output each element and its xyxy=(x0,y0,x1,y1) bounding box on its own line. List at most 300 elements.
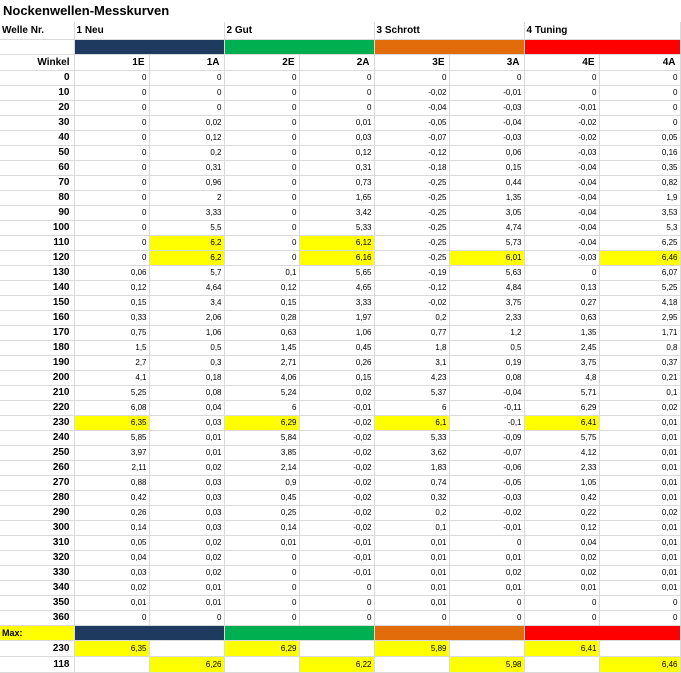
value-cell[interactable]: 1,05 xyxy=(524,476,599,491)
value-cell[interactable]: 0 xyxy=(524,596,599,611)
value-cell[interactable]: 0,73 xyxy=(299,176,374,191)
angle-cell[interactable]: 160 xyxy=(0,311,74,326)
value-cell[interactable]: 0 xyxy=(74,206,149,221)
angle-cell[interactable]: 150 xyxy=(0,296,74,311)
value-cell[interactable]: 3,33 xyxy=(299,296,374,311)
group-color-bar[interactable] xyxy=(524,626,680,641)
value-cell[interactable]: 0 xyxy=(74,611,149,626)
value-cell[interactable]: 0,01 xyxy=(149,596,224,611)
value-cell[interactable]: 1,5 xyxy=(74,341,149,356)
max-value-cell[interactable] xyxy=(224,657,299,673)
angle-cell[interactable]: 230 xyxy=(0,416,74,431)
angle-cell[interactable]: 100 xyxy=(0,221,74,236)
value-cell[interactable]: 0,15 xyxy=(449,161,524,176)
winkel-label[interactable]: Winkel xyxy=(0,55,74,71)
value-cell[interactable]: 0 xyxy=(149,71,224,86)
value-cell[interactable]: -0,25 xyxy=(374,251,449,266)
value-cell[interactable]: 0,04 xyxy=(149,401,224,416)
value-cell[interactable]: -0,03 xyxy=(524,251,599,266)
angle-cell[interactable]: 40 xyxy=(0,131,74,146)
value-cell[interactable]: 1,97 xyxy=(299,311,374,326)
value-cell[interactable]: 0,8 xyxy=(599,341,680,356)
value-cell[interactable]: 0 xyxy=(224,566,299,581)
value-cell[interactable]: -0,25 xyxy=(374,191,449,206)
value-cell[interactable]: 0,03 xyxy=(149,491,224,506)
max-value-cell[interactable]: 6,26 xyxy=(149,657,224,673)
value-cell[interactable]: 4,06 xyxy=(224,371,299,386)
value-cell[interactable]: 3,05 xyxy=(449,206,524,221)
max-value-cell[interactable] xyxy=(74,657,149,673)
value-cell[interactable]: 3,33 xyxy=(149,206,224,221)
value-cell[interactable]: 4,84 xyxy=(449,281,524,296)
value-cell[interactable]: 6,29 xyxy=(224,416,299,431)
value-cell[interactable]: 0,2 xyxy=(149,146,224,161)
value-cell[interactable]: -0,02 xyxy=(299,431,374,446)
value-cell[interactable]: -0,02 xyxy=(374,86,449,101)
value-cell[interactable]: 0,1 xyxy=(224,266,299,281)
value-cell[interactable]: 0 xyxy=(224,86,299,101)
value-cell[interactable]: 1,45 xyxy=(224,341,299,356)
angle-cell[interactable]: 300 xyxy=(0,521,74,536)
angle-cell[interactable]: 330 xyxy=(0,566,74,581)
value-cell[interactable]: -0,01 xyxy=(524,101,599,116)
value-cell[interactable]: 3,1 xyxy=(374,356,449,371)
value-cell[interactable]: 0,82 xyxy=(599,176,680,191)
value-cell[interactable]: 0,02 xyxy=(449,566,524,581)
value-cell[interactable]: -0,25 xyxy=(374,176,449,191)
value-cell[interactable]: 0,01 xyxy=(599,416,680,431)
value-cell[interactable]: -0,1 xyxy=(449,416,524,431)
value-cell[interactable]: -0,02 xyxy=(299,416,374,431)
value-cell[interactable]: 0,01 xyxy=(599,431,680,446)
value-cell[interactable]: 0 xyxy=(599,596,680,611)
value-cell[interactable]: 0,26 xyxy=(74,506,149,521)
value-cell[interactable]: 0,22 xyxy=(524,506,599,521)
value-cell[interactable]: 0 xyxy=(149,611,224,626)
value-cell[interactable]: -0,25 xyxy=(374,236,449,251)
value-cell[interactable]: 2,45 xyxy=(524,341,599,356)
value-cell[interactable]: 0,13 xyxy=(524,281,599,296)
value-cell[interactable]: 0,12 xyxy=(224,281,299,296)
value-cell[interactable]: -0,12 xyxy=(374,146,449,161)
value-cell[interactable]: -0,03 xyxy=(449,491,524,506)
value-cell[interactable]: 6,01 xyxy=(449,251,524,266)
value-cell[interactable]: 0 xyxy=(74,131,149,146)
value-cell[interactable]: 0,12 xyxy=(524,521,599,536)
value-cell[interactable]: 6,2 xyxy=(149,236,224,251)
value-cell[interactable]: 6,08 xyxy=(74,401,149,416)
value-cell[interactable]: 0 xyxy=(74,116,149,131)
value-cell[interactable]: 0 xyxy=(599,101,680,116)
angle-cell[interactable]: 0 xyxy=(0,71,74,86)
max-value-cell[interactable] xyxy=(524,657,599,673)
value-cell[interactable]: 4,64 xyxy=(149,281,224,296)
value-cell[interactable]: 0,3 xyxy=(149,356,224,371)
angle-cell[interactable]: 350 xyxy=(0,596,74,611)
value-cell[interactable]: 0 xyxy=(299,101,374,116)
value-cell[interactable]: 0 xyxy=(224,581,299,596)
value-cell[interactable]: 0,63 xyxy=(524,311,599,326)
value-cell[interactable]: 0 xyxy=(224,551,299,566)
value-cell[interactable]: 1,9 xyxy=(599,191,680,206)
empty-cell[interactable] xyxy=(0,40,74,55)
value-cell[interactable]: 0 xyxy=(524,71,599,86)
value-cell[interactable]: 0 xyxy=(149,101,224,116)
group-name[interactable]: 3 Schrott xyxy=(374,22,524,40)
value-cell[interactable]: 6,2 xyxy=(149,251,224,266)
value-cell[interactable]: 6,29 xyxy=(524,401,599,416)
value-cell[interactable]: 0 xyxy=(74,101,149,116)
angle-cell[interactable]: 240 xyxy=(0,431,74,446)
value-cell[interactable]: 0,02 xyxy=(149,566,224,581)
value-cell[interactable]: 4,65 xyxy=(299,281,374,296)
angle-cell[interactable]: 250 xyxy=(0,446,74,461)
angle-cell[interactable]: 70 xyxy=(0,176,74,191)
value-cell[interactable]: 6 xyxy=(374,401,449,416)
max-value-cell[interactable]: 5,98 xyxy=(449,657,524,673)
value-cell[interactable]: 1,71 xyxy=(599,326,680,341)
value-cell[interactable]: 3,75 xyxy=(449,296,524,311)
value-cell[interactable]: 2,95 xyxy=(599,311,680,326)
value-cell[interactable]: 0,03 xyxy=(299,131,374,146)
value-cell[interactable]: 0 xyxy=(599,611,680,626)
value-cell[interactable]: 0,01 xyxy=(599,551,680,566)
angle-cell[interactable]: 270 xyxy=(0,476,74,491)
value-cell[interactable]: 5,84 xyxy=(224,431,299,446)
value-cell[interactable]: 0,01 xyxy=(599,566,680,581)
value-cell[interactable]: 2,33 xyxy=(524,461,599,476)
value-cell[interactable]: -0,02 xyxy=(299,491,374,506)
max-angle-cell[interactable]: 118 xyxy=(0,657,74,673)
value-cell[interactable]: 5,75 xyxy=(524,431,599,446)
value-cell[interactable]: 2,7 xyxy=(74,356,149,371)
value-cell[interactable]: 0 xyxy=(524,266,599,281)
value-cell[interactable]: 5,33 xyxy=(374,431,449,446)
angle-cell[interactable]: 200 xyxy=(0,371,74,386)
column-header[interactable]: 3E xyxy=(374,55,449,71)
value-cell[interactable]: 5,73 xyxy=(449,236,524,251)
value-cell[interactable]: 0,35 xyxy=(599,161,680,176)
value-cell[interactable]: 0,01 xyxy=(374,536,449,551)
value-cell[interactable]: 0,01 xyxy=(599,521,680,536)
angle-cell[interactable]: 60 xyxy=(0,161,74,176)
value-cell[interactable]: 5,25 xyxy=(599,281,680,296)
value-cell[interactable]: 0,01 xyxy=(599,461,680,476)
value-cell[interactable]: 0,02 xyxy=(74,581,149,596)
value-cell[interactable]: 0 xyxy=(449,536,524,551)
value-cell[interactable]: 4,12 xyxy=(524,446,599,461)
value-cell[interactable]: 0 xyxy=(224,71,299,86)
value-cell[interactable]: 0 xyxy=(224,236,299,251)
value-cell[interactable]: -0,02 xyxy=(299,446,374,461)
value-cell[interactable]: 0,01 xyxy=(299,116,374,131)
value-cell[interactable]: 6,12 xyxy=(299,236,374,251)
value-cell[interactable]: 5,33 xyxy=(299,221,374,236)
value-cell[interactable]: -0,01 xyxy=(299,566,374,581)
value-cell[interactable]: 0,04 xyxy=(74,551,149,566)
value-cell[interactable]: 4,18 xyxy=(599,296,680,311)
angle-cell[interactable]: 360 xyxy=(0,611,74,626)
group-color-bar[interactable] xyxy=(524,40,680,55)
column-header[interactable]: 1E xyxy=(74,55,149,71)
value-cell[interactable]: 0,63 xyxy=(224,326,299,341)
value-cell[interactable]: 0 xyxy=(224,251,299,266)
value-cell[interactable]: -0,03 xyxy=(449,131,524,146)
value-cell[interactable]: 0,04 xyxy=(524,536,599,551)
value-cell[interactable]: 0,37 xyxy=(599,356,680,371)
value-cell[interactable]: 0,05 xyxy=(599,131,680,146)
value-cell[interactable]: 6,25 xyxy=(599,236,680,251)
value-cell[interactable]: -0,04 xyxy=(524,206,599,221)
value-cell[interactable]: 0,74 xyxy=(374,476,449,491)
value-cell[interactable]: 0,27 xyxy=(524,296,599,311)
value-cell[interactable]: 0 xyxy=(224,176,299,191)
angle-cell[interactable]: 180 xyxy=(0,341,74,356)
value-cell[interactable]: 0 xyxy=(74,161,149,176)
angle-cell[interactable]: 50 xyxy=(0,146,74,161)
value-cell[interactable]: -0,07 xyxy=(449,446,524,461)
angle-cell[interactable]: 10 xyxy=(0,86,74,101)
value-cell[interactable]: 3,62 xyxy=(374,446,449,461)
value-cell[interactable]: 5,25 xyxy=(74,386,149,401)
value-cell[interactable]: 0,01 xyxy=(599,476,680,491)
value-cell[interactable]: -0,04 xyxy=(524,191,599,206)
group-color-bar[interactable] xyxy=(74,626,224,641)
value-cell[interactable]: 0,96 xyxy=(149,176,224,191)
value-cell[interactable]: 0,32 xyxy=(374,491,449,506)
value-cell[interactable]: -0,02 xyxy=(524,131,599,146)
value-cell[interactable]: 0 xyxy=(74,86,149,101)
value-cell[interactable]: 2,71 xyxy=(224,356,299,371)
value-cell[interactable]: 4,8 xyxy=(524,371,599,386)
value-cell[interactable]: 6,07 xyxy=(599,266,680,281)
value-cell[interactable]: 0,26 xyxy=(299,356,374,371)
value-cell[interactable]: 0,5 xyxy=(149,341,224,356)
value-cell[interactable]: 3,53 xyxy=(599,206,680,221)
value-cell[interactable]: 0,06 xyxy=(449,146,524,161)
value-cell[interactable]: 6,16 xyxy=(299,251,374,266)
value-cell[interactable]: -0,25 xyxy=(374,206,449,221)
max-value-cell[interactable]: 6,41 xyxy=(524,641,599,657)
value-cell[interactable]: 0 xyxy=(599,71,680,86)
max-label[interactable]: Max: xyxy=(0,626,74,641)
value-cell[interactable]: 0,15 xyxy=(224,296,299,311)
value-cell[interactable]: 3,4 xyxy=(149,296,224,311)
value-cell[interactable]: 5,71 xyxy=(524,386,599,401)
column-header[interactable]: 3A xyxy=(449,55,524,71)
angle-cell[interactable]: 120 xyxy=(0,251,74,266)
value-cell[interactable]: 0,01 xyxy=(149,581,224,596)
value-cell[interactable]: 0,01 xyxy=(599,491,680,506)
value-cell[interactable]: -0,06 xyxy=(449,461,524,476)
value-cell[interactable]: 0 xyxy=(224,206,299,221)
value-cell[interactable]: -0,03 xyxy=(524,146,599,161)
value-cell[interactable]: -0,04 xyxy=(524,176,599,191)
group-color-bar[interactable] xyxy=(374,40,524,55)
value-cell[interactable]: 0,1 xyxy=(599,386,680,401)
value-cell[interactable]: 2 xyxy=(149,191,224,206)
value-cell[interactable]: 1,2 xyxy=(449,326,524,341)
value-cell[interactable]: 0,01 xyxy=(599,536,680,551)
value-cell[interactable]: 0,05 xyxy=(74,536,149,551)
value-cell[interactable]: 0,18 xyxy=(149,371,224,386)
value-cell[interactable]: 0,01 xyxy=(74,596,149,611)
value-cell[interactable]: 0 xyxy=(74,236,149,251)
value-cell[interactable]: 0,45 xyxy=(299,341,374,356)
value-cell[interactable]: 0,16 xyxy=(599,146,680,161)
max-value-cell[interactable]: 6,35 xyxy=(74,641,149,657)
value-cell[interactable]: 0,25 xyxy=(224,506,299,521)
value-cell[interactable]: 0,03 xyxy=(74,566,149,581)
value-cell[interactable]: 0 xyxy=(299,611,374,626)
welle-label[interactable]: Welle Nr. xyxy=(0,22,74,40)
value-cell[interactable]: 0,2 xyxy=(374,506,449,521)
angle-cell[interactable]: 30 xyxy=(0,116,74,131)
value-cell[interactable]: 0,2 xyxy=(374,311,449,326)
value-cell[interactable]: 0,01 xyxy=(599,581,680,596)
max-value-cell[interactable]: 5,89 xyxy=(374,641,449,657)
value-cell[interactable]: 0,14 xyxy=(224,521,299,536)
value-cell[interactable]: -0,09 xyxy=(449,431,524,446)
value-cell[interactable]: 0,28 xyxy=(224,311,299,326)
value-cell[interactable]: 0,01 xyxy=(374,581,449,596)
value-cell[interactable]: 0 xyxy=(299,86,374,101)
value-cell[interactable]: 0,12 xyxy=(299,146,374,161)
value-cell[interactable]: 3,42 xyxy=(299,206,374,221)
value-cell[interactable]: 3,97 xyxy=(74,446,149,461)
value-cell[interactable]: 0,08 xyxy=(449,371,524,386)
value-cell[interactable]: 0,01 xyxy=(224,536,299,551)
value-cell[interactable]: 0,02 xyxy=(149,551,224,566)
value-cell[interactable]: 0 xyxy=(74,146,149,161)
column-header[interactable]: 2E xyxy=(224,55,299,71)
value-cell[interactable]: 0,01 xyxy=(374,596,449,611)
value-cell[interactable]: 1,35 xyxy=(524,326,599,341)
value-cell[interactable]: 6 xyxy=(224,401,299,416)
column-header[interactable]: 1A xyxy=(149,55,224,71)
value-cell[interactable]: -0,04 xyxy=(524,236,599,251)
value-cell[interactable]: 5,63 xyxy=(449,266,524,281)
value-cell[interactable]: 6,1 xyxy=(374,416,449,431)
value-cell[interactable]: 0,77 xyxy=(374,326,449,341)
value-cell[interactable]: 0 xyxy=(599,116,680,131)
value-cell[interactable]: 0,02 xyxy=(149,116,224,131)
value-cell[interactable]: 0,45 xyxy=(224,491,299,506)
value-cell[interactable]: 0,14 xyxy=(74,521,149,536)
value-cell[interactable]: -0,01 xyxy=(449,86,524,101)
max-value-cell[interactable]: 6,29 xyxy=(224,641,299,657)
value-cell[interactable]: 0 xyxy=(224,116,299,131)
value-cell[interactable]: 0,1 xyxy=(374,521,449,536)
angle-cell[interactable]: 340 xyxy=(0,581,74,596)
group-color-bar[interactable] xyxy=(74,40,224,55)
value-cell[interactable]: 0 xyxy=(224,596,299,611)
value-cell[interactable]: 1,8 xyxy=(374,341,449,356)
value-cell[interactable]: 0,01 xyxy=(374,551,449,566)
value-cell[interactable]: 0 xyxy=(224,131,299,146)
value-cell[interactable]: 5,3 xyxy=(599,221,680,236)
value-cell[interactable]: -0,25 xyxy=(374,221,449,236)
value-cell[interactable]: 0,5 xyxy=(449,341,524,356)
value-cell[interactable]: -0,02 xyxy=(299,506,374,521)
value-cell[interactable]: 3,85 xyxy=(224,446,299,461)
value-cell[interactable]: 0 xyxy=(449,71,524,86)
value-cell[interactable]: 2,06 xyxy=(149,311,224,326)
angle-cell[interactable]: 220 xyxy=(0,401,74,416)
value-cell[interactable]: 0 xyxy=(224,101,299,116)
value-cell[interactable]: 0,75 xyxy=(74,326,149,341)
value-cell[interactable]: 0,21 xyxy=(599,371,680,386)
value-cell[interactable]: 0 xyxy=(374,611,449,626)
value-cell[interactable]: 0,03 xyxy=(149,506,224,521)
value-cell[interactable]: 0,01 xyxy=(599,446,680,461)
value-cell[interactable]: 5,85 xyxy=(74,431,149,446)
value-cell[interactable]: 0 xyxy=(74,221,149,236)
value-cell[interactable]: 5,7 xyxy=(149,266,224,281)
value-cell[interactable]: 0,02 xyxy=(149,536,224,551)
value-cell[interactable]: 0,19 xyxy=(449,356,524,371)
max-angle-cell[interactable]: 230 xyxy=(0,641,74,657)
value-cell[interactable]: 0,01 xyxy=(149,446,224,461)
value-cell[interactable]: 0 xyxy=(74,191,149,206)
value-cell[interactable]: 0,02 xyxy=(524,551,599,566)
value-cell[interactable]: 5,37 xyxy=(374,386,449,401)
value-cell[interactable]: -0,03 xyxy=(449,101,524,116)
value-cell[interactable]: 0 xyxy=(149,86,224,101)
angle-cell[interactable]: 130 xyxy=(0,266,74,281)
angle-cell[interactable]: 210 xyxy=(0,386,74,401)
value-cell[interactable]: 6,35 xyxy=(74,416,149,431)
value-cell[interactable]: 0 xyxy=(224,146,299,161)
value-cell[interactable]: -0,01 xyxy=(299,401,374,416)
value-cell[interactable]: 4,23 xyxy=(374,371,449,386)
group-color-bar[interactable] xyxy=(374,626,524,641)
value-cell[interactable]: -0,02 xyxy=(524,116,599,131)
angle-cell[interactable]: 110 xyxy=(0,236,74,251)
value-cell[interactable]: -0,19 xyxy=(374,266,449,281)
value-cell[interactable]: 1,06 xyxy=(299,326,374,341)
value-cell[interactable]: -0,12 xyxy=(374,281,449,296)
value-cell[interactable]: 0 xyxy=(449,611,524,626)
value-cell[interactable]: -0,04 xyxy=(449,386,524,401)
value-cell[interactable]: 0,88 xyxy=(74,476,149,491)
group-name[interactable]: 2 Gut xyxy=(224,22,374,40)
value-cell[interactable]: 0,42 xyxy=(524,491,599,506)
group-color-bar[interactable] xyxy=(224,40,374,55)
value-cell[interactable]: 1,83 xyxy=(374,461,449,476)
value-cell[interactable]: 0,02 xyxy=(299,386,374,401)
angle-cell[interactable]: 320 xyxy=(0,551,74,566)
value-cell[interactable]: 0,01 xyxy=(449,581,524,596)
value-cell[interactable]: 0 xyxy=(299,596,374,611)
value-cell[interactable]: 5,5 xyxy=(149,221,224,236)
column-header[interactable]: 4A xyxy=(599,55,680,71)
value-cell[interactable]: 0,31 xyxy=(299,161,374,176)
column-header[interactable]: 2A xyxy=(299,55,374,71)
value-cell[interactable]: -0,02 xyxy=(299,521,374,536)
angle-cell[interactable]: 190 xyxy=(0,356,74,371)
value-cell[interactable]: -0,01 xyxy=(449,521,524,536)
value-cell[interactable]: 0,31 xyxy=(149,161,224,176)
angle-cell[interactable]: 90 xyxy=(0,206,74,221)
value-cell[interactable]: -0,04 xyxy=(449,116,524,131)
angle-cell[interactable]: 310 xyxy=(0,536,74,551)
max-value-cell[interactable] xyxy=(374,657,449,673)
value-cell[interactable]: 0 xyxy=(374,71,449,86)
value-cell[interactable]: 1,06 xyxy=(149,326,224,341)
value-cell[interactable]: 0,15 xyxy=(299,371,374,386)
value-cell[interactable]: -0,01 xyxy=(299,551,374,566)
